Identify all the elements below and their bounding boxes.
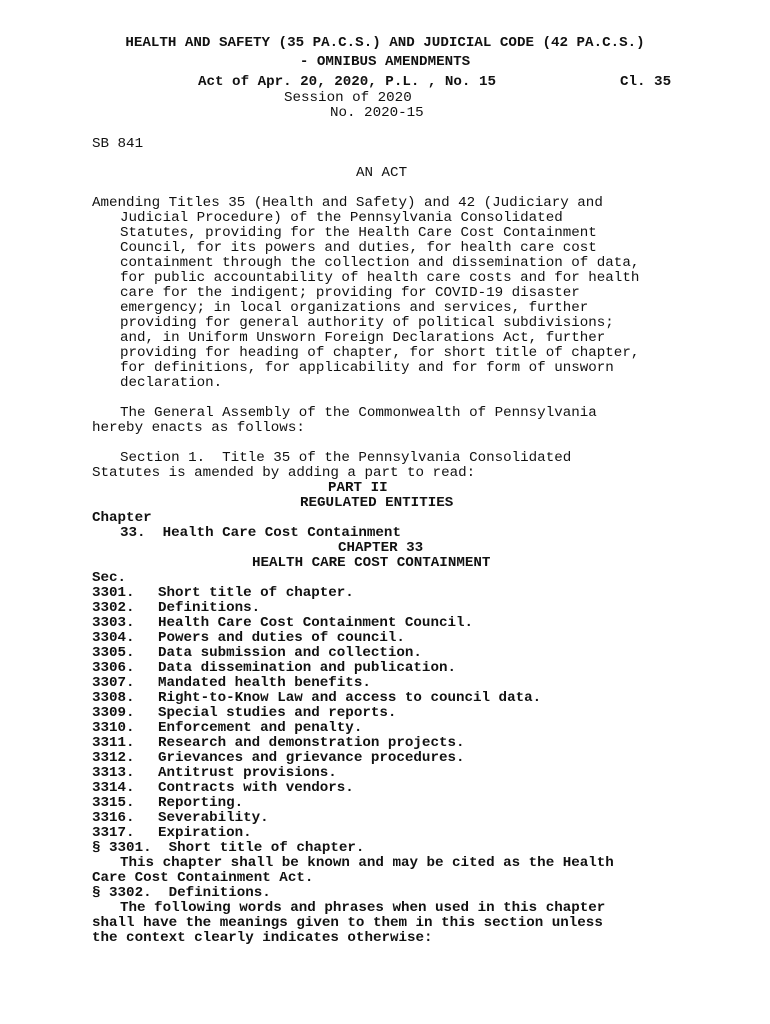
toc-item-title: Special studies and reports. <box>158 705 397 721</box>
preamble-line: Judicial Procedure) of the Pennsylvania Consolidated <box>120 210 563 226</box>
chapter-title: HEALTH CARE COST CONTAINMENT <box>252 555 491 571</box>
section-3301-heading: § 3301. Short title of chapter. <box>92 840 365 856</box>
toc-item-title: Health Care Cost Containment Council. <box>158 615 474 631</box>
toc-item-number: 3311. <box>92 735 135 751</box>
preamble-line: Statutes, providing for the Health Care Cost Containment <box>120 225 597 241</box>
toc-item <box>92 586 354 601</box>
an-act-heading: AN ACT <box>356 165 408 181</box>
toc-item-number: 3303. <box>92 615 135 631</box>
preamble-line: providing for general authority of political subdivisions; <box>120 315 614 331</box>
toc-item-number: 3313. <box>92 765 135 781</box>
toc-item-number: 3316. <box>92 810 135 826</box>
document-title-line1: HEALTH AND SAFETY (35 PA.C.S.) AND JUDICIAL CODE (42 PA.C.S.) <box>125 35 645 51</box>
toc-item-title: Data submission and collection. <box>158 645 422 661</box>
act-number: No. 2020-15 <box>330 105 424 121</box>
section-1-line: Statutes is amended by adding a part to read: <box>92 465 476 481</box>
toc-item-number: 3314. <box>92 780 135 796</box>
toc-item <box>92 781 354 796</box>
toc-item-number: 3305. <box>92 645 135 661</box>
section-1-line: Section 1. Title 35 of the Pennsylvania Consolidated <box>120 450 572 466</box>
chapter-index-label: Chapter <box>92 510 152 526</box>
section-3301-body-line: This chapter shall be known and may be cited as the Health <box>120 855 614 871</box>
toc-item-number: 3302. <box>92 600 135 616</box>
session-label: Session of 2020 <box>284 90 412 106</box>
part-subheading: REGULATED ENTITIES <box>300 495 454 511</box>
toc-item <box>92 826 252 841</box>
toc-item <box>92 721 362 736</box>
section-3302-body-line: the context clearly indicates otherwise: <box>92 930 433 946</box>
preamble-line: providing for heading of chapter, for short title of chapter, <box>120 345 640 361</box>
toc-item-number: 3310. <box>92 720 135 736</box>
preamble-line: emergency; in local organizations and services, further <box>120 300 589 316</box>
toc-item <box>92 706 396 721</box>
preamble-line: Council, for its powers and duties, for health care cost <box>120 240 597 256</box>
toc-item <box>92 691 541 706</box>
enacting-clause-line: hereby enacts as follows: <box>92 420 305 436</box>
toc-item-title: Contracts with vendors. <box>158 780 354 796</box>
toc-item <box>92 766 337 781</box>
toc-item-number: 3304. <box>92 630 135 646</box>
toc-item-title: Antitrust provisions. <box>158 765 337 781</box>
toc-item-title: Mandated health benefits. <box>158 675 371 691</box>
toc-item-number: 3312. <box>92 750 135 766</box>
toc-item-title: Definitions. <box>158 600 261 616</box>
toc-item-title: Research and demonstration projects. <box>158 735 465 751</box>
preamble-line: and, in Uniform Unsworn Foreign Declarations Act, further <box>120 330 606 346</box>
preamble-line: declaration. <box>120 375 223 391</box>
toc-item-title: Data dissemination and publication. <box>158 660 456 676</box>
toc-item-number: 3307. <box>92 675 135 691</box>
preamble-line: containment through the collection and dissemination of data, <box>120 255 640 271</box>
section-3302-body-line: The following words and phrases when used in this chapter <box>120 900 606 916</box>
act-citation: Act of Apr. 20, 2020, P.L. , No. 15 <box>198 74 496 90</box>
preamble-line: for definitions, for applicability and for form of unsworn <box>120 360 614 376</box>
toc-item-title: Enforcement and penalty. <box>158 720 363 736</box>
toc-item <box>92 661 456 676</box>
enacting-clause-line: The General Assembly of the Commonwealth of Pennsylvania <box>120 405 597 421</box>
part-heading: PART II <box>328 480 388 496</box>
toc-item-number: 3308. <box>92 690 135 706</box>
toc-item <box>92 796 243 811</box>
section-3302-heading: § 3302. Definitions. <box>92 885 271 901</box>
preamble-line: care for the indigent; providing for COVID-19 disaster <box>120 285 580 301</box>
toc-item-number: 3315. <box>92 795 135 811</box>
chapter-index-entry: 33. Health Care Cost Containment <box>120 525 401 541</box>
toc-item <box>92 616 473 631</box>
preamble-line: Amending Titles 35 (Health and Safety) and 42 (Judiciary and <box>92 195 603 211</box>
class-label: Cl. 35 <box>620 74 672 90</box>
toc-item-number: 3309. <box>92 705 135 721</box>
preamble-line: for public accountability of health care costs and for health <box>120 270 640 286</box>
chapter-heading: CHAPTER 33 <box>338 540 424 556</box>
toc-item-title: Right-to-Know Law and access to council data. <box>158 690 542 706</box>
toc-item-number: 3301. <box>92 585 135 601</box>
toc-item-title: Grievances and grievance procedures. <box>158 750 465 766</box>
toc-item-title: Reporting. <box>158 795 244 811</box>
toc-item-title: Expiration. <box>158 825 252 841</box>
toc-item-title: Powers and duties of council. <box>158 630 405 646</box>
toc-item <box>92 676 371 691</box>
toc-item-number: 3306. <box>92 660 135 676</box>
toc-item-title: Short title of chapter. <box>158 585 354 601</box>
toc-item <box>92 646 422 661</box>
toc-label: Sec. <box>92 570 127 586</box>
bill-number: SB 841 <box>92 136 144 152</box>
section-3302-body-line: shall have the meanings given to them in this section unless <box>92 915 603 931</box>
toc-item-number: 3317. <box>92 825 135 841</box>
toc-item <box>92 736 465 751</box>
document-title-line2: - OMNIBUS AMENDMENTS <box>299 54 471 70</box>
toc-item-title: Severability. <box>158 810 269 826</box>
section-3301-body-line: Care Cost Containment Act. <box>92 870 314 886</box>
toc-item <box>92 631 405 646</box>
toc-item <box>92 811 269 826</box>
toc-item <box>92 601 260 616</box>
toc-item <box>92 751 465 766</box>
